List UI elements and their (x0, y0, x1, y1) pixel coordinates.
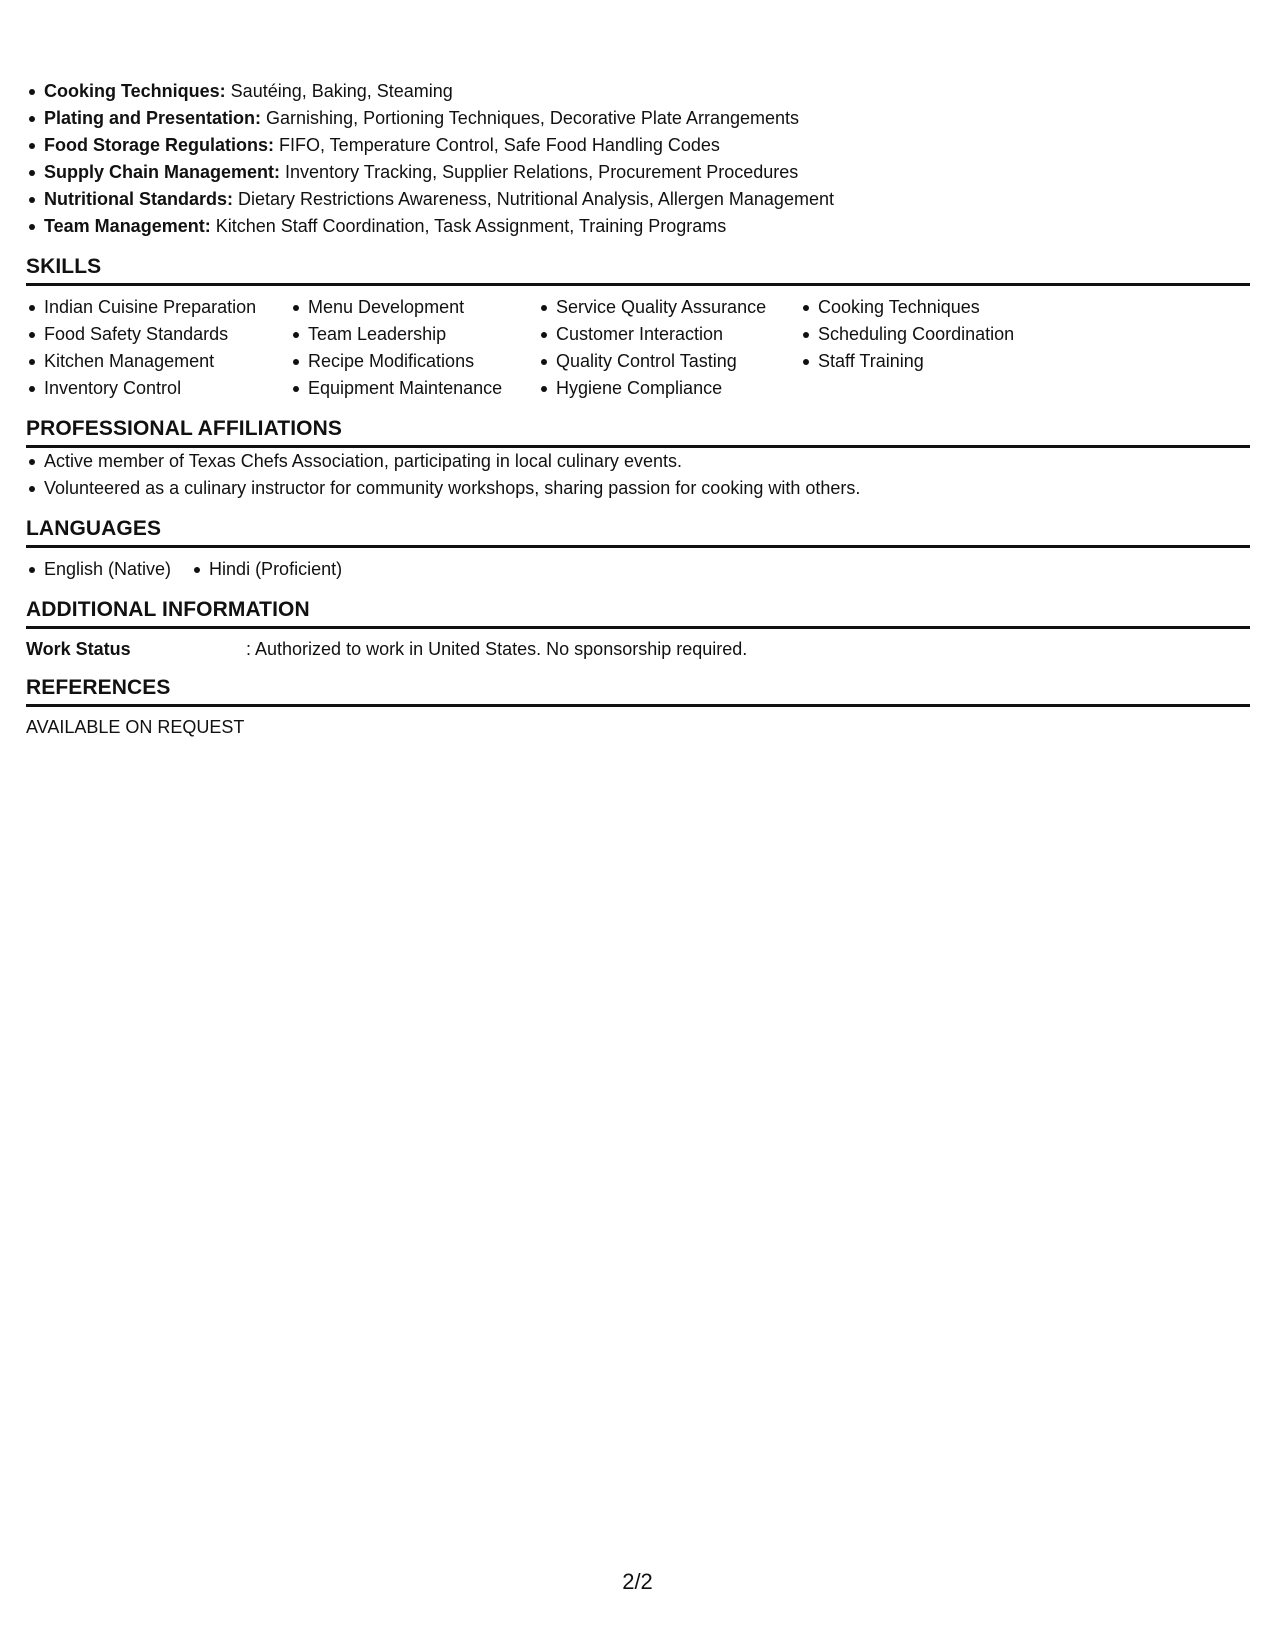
list-item-label: Cooking Techniques: (44, 81, 226, 101)
work-status-value: : Authorized to work in United States. No sponsorship required. (246, 639, 748, 659)
skill-item: Scheduling Coordination (800, 321, 1060, 348)
list-item (26, 213, 1250, 240)
list-item-text: Sautéing, Baking, Steaming (225, 81, 453, 101)
skill-item: Menu Development (290, 294, 538, 321)
skill-item: Service Quality Assurance (538, 294, 800, 321)
list-item (26, 105, 1250, 132)
work-status-label: Work Status (26, 639, 131, 659)
list-item-label: Supply Chain Management: (44, 162, 281, 182)
skill-item: Recipe Modifications (290, 348, 538, 375)
list-item (26, 78, 1250, 105)
list-item (26, 159, 1250, 186)
list-item-text: FIFO, Temperature Control, Safe Food Handling Codes (274, 135, 720, 155)
list-item (26, 186, 1250, 213)
skills-column (538, 294, 800, 402)
skill-item: Team Leadership (290, 321, 538, 348)
work-status-row (26, 637, 1250, 661)
language-item: English (Native) (26, 556, 171, 583)
list-item-label: Nutritional Standards: (44, 189, 234, 209)
skill-item: Equipment Maintenance (290, 375, 538, 402)
languages-list (26, 556, 171, 583)
list-item-label: Food Storage Regulations: (44, 135, 275, 155)
additional-info-section (26, 597, 1250, 661)
skill-item: Food Safety Standards (26, 321, 290, 348)
list-item-label: Plating and Presentation: (44, 108, 262, 128)
section-title-references: REFERENCES (26, 675, 1250, 707)
references-text: AVAILABLE ON REQUEST (26, 717, 245, 737)
skill-item: Staff Training (800, 348, 1060, 375)
skills-column (26, 294, 290, 402)
references-section (26, 675, 1250, 739)
list-item: Volunteered as a culinary instructor for community workshops, sharing passion for cooking with others. (26, 475, 1250, 502)
section-title-skills: SKILLS (26, 254, 1250, 286)
list-item-text: Dietary Restrictions Awareness, Nutritional Analysis, Allergen Management (233, 189, 834, 209)
list-item-text: Kitchen Staff Coordination, Task Assignment, Training Programs (210, 216, 727, 236)
page-content (26, 78, 1250, 739)
skills-column (800, 294, 1060, 402)
skill-item: Quality Control Tasting (538, 348, 800, 375)
language-item: Hindi (Proficient) (191, 556, 342, 583)
skill-item: Kitchen Management (26, 348, 290, 375)
languages-list (191, 556, 342, 583)
affiliations-section (26, 416, 1250, 502)
languages-row (26, 556, 1250, 583)
affiliations-list (26, 448, 1250, 502)
list-item: Active member of Texas Chefs Association, participating in local culinary events. (26, 448, 1250, 475)
list-item-label: Team Management: (44, 216, 211, 236)
section-title-affiliations: PROFESSIONAL AFFILIATIONS (26, 416, 1250, 448)
languages-section (26, 516, 1250, 583)
section-title-languages: LANGUAGES (26, 516, 1250, 548)
skills-section (26, 254, 1250, 402)
skill-item: Inventory Control (26, 375, 290, 402)
section-title-additional-info: ADDITIONAL INFORMATION (26, 597, 1250, 629)
skill-item: Cooking Techniques (800, 294, 1060, 321)
expertise-list (26, 78, 1250, 240)
list-item-text: Inventory Tracking, Supplier Relations, Procurement Procedures (280, 162, 799, 182)
skill-item: Customer Interaction (538, 321, 800, 348)
skill-item: Hygiene Compliance (538, 375, 800, 402)
list-item (26, 132, 1250, 159)
list-item-text: Garnishing, Portioning Techniques, Decorative Plate Arrangements (261, 108, 800, 128)
skills-column (290, 294, 538, 402)
skills-grid (26, 294, 1250, 402)
page-number: 2/2 (622, 1569, 653, 1594)
skill-item: Indian Cuisine Preparation (26, 294, 290, 321)
